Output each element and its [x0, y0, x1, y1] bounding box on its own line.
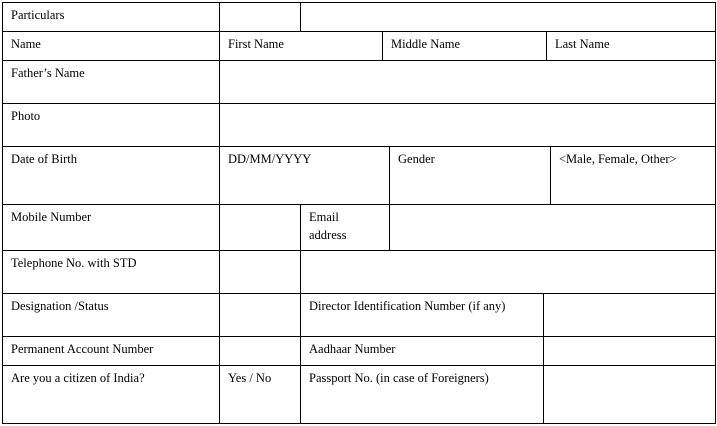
- citizen-label: Are you a citizen of India?: [2, 365, 220, 424]
- pan-field[interactable]: [219, 336, 301, 366]
- mobile-field[interactable]: [219, 204, 301, 251]
- passport-field[interactable]: [543, 365, 716, 424]
- photo-label: Photo: [2, 103, 220, 147]
- dob-field[interactable]: DD/MM/YYYY: [219, 146, 390, 205]
- passport-label: Passport No. (in case of Foreigners): [300, 365, 544, 424]
- email-label: Email address: [300, 204, 390, 251]
- telephone-label: Telephone No. with STD: [2, 250, 220, 294]
- last-name-field[interactable]: Last Name: [546, 31, 716, 61]
- name-label: Name: [2, 31, 220, 61]
- particulars-label: Particulars: [2, 2, 220, 32]
- photo-field[interactable]: [219, 103, 716, 147]
- particulars-field-1[interactable]: [219, 2, 301, 32]
- dob-label: Date of Birth: [2, 146, 220, 205]
- pan-label: Permanent Account Number: [2, 336, 220, 366]
- mobile-label: Mobile Number: [2, 204, 220, 251]
- gender-field[interactable]: <Male, Female, Other>: [550, 146, 716, 205]
- telephone-field-2[interactable]: [300, 250, 716, 294]
- middle-name-field[interactable]: Middle Name: [382, 31, 547, 61]
- aadhaar-label: Aadhaar Number: [300, 336, 544, 366]
- aadhaar-field[interactable]: [543, 336, 716, 366]
- din-label: Director Identification Number (if any): [300, 293, 544, 337]
- email-field[interactable]: [389, 204, 716, 251]
- din-field[interactable]: [543, 293, 716, 337]
- fathers-name-field[interactable]: [219, 60, 716, 104]
- telephone-field-1[interactable]: [219, 250, 301, 294]
- citizen-field[interactable]: Yes / No: [219, 365, 301, 424]
- designation-label: Designation /Status: [2, 293, 220, 337]
- particulars-field-2[interactable]: [300, 2, 716, 32]
- fathers-name-label: Father’s Name: [2, 60, 220, 104]
- first-name-field[interactable]: First Name: [219, 31, 383, 61]
- gender-label: Gender: [389, 146, 551, 205]
- designation-field[interactable]: [219, 293, 301, 337]
